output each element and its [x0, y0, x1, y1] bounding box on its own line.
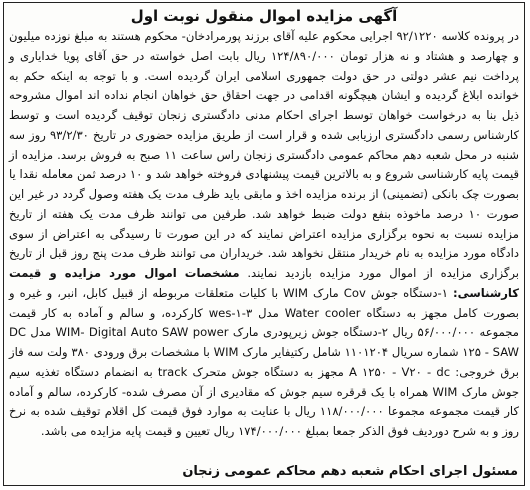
notice-signature: مسئول اجرای احکام شعبه دهم محاکم عمومی زنجان	[182, 464, 518, 479]
specs-heading: مشخصات اموال مورد مزایده و قیمت کارشناسی:	[9, 266, 520, 300]
notice-body	[4, 27, 524, 442]
specs-paragraph: ۱-دستگاه جوش Cov مارک WIM با کلیات متعلقات مربوطه از قبیل کابل، انبر، و غیره و بصورت کامل مجهز به دستگاه Water cooler مدل ۳-wes-۱ کارکرده، و سالم و آماده به کار قیمت مجموعه ۵۶/۰۰۰/۰۰۰ ریال ۲-دستگاه جوش زیرپودری مارک WIM- Digital Auto SAW power مدل DC ۱۲۵ - SAW شماره سریال ۱۱۰۱۲۰۴ شامل رکتیفایر مارک WIM با مشخصات برق ورودی ۳۸۰ ولت سه فاز برق خروجی: A ۱۲۵۰ - V۲۰ - dc مجهز به دستگاه جوش متحرک track به انضمام دستگاه تغذیه سیم جوش مارک WIM همراه با یک قرقره سیم جوش که مقادیری از آن مصرف شده- کارکرده، سالم و آماده کار قیمت مجموعه مجموعا ۱۱۸/۰۰۰/۰۰۰ ریال با عنایت به موارد فوق قیمت کل اقلام توقیف شده به نرخ روز و به شرح دوردیف فوق الذکر جمعا بمبلغ ۱۷۴/۰۰۰/۰۰۰ ریال تعیین و قیمت پایه مزایده می باشد.	[9, 285, 520, 438]
notice-title: آگهی مزایده اموال منقول نوبت اول	[130, 7, 398, 25]
notice-main-paragraph: در پرونده کلاسه ۹۲/۱۲۲۰ اجرایی محکوم علیه آقای برزند پورمرادخان- محکوم هستند به مبلغ نوزده میلیون و چهارصد و هشتاد و نه هزار تومان ۱۲۴/۸۹۰/۰۰۰ ریال بابت اصل خواسته در حق آقای پویا خدایاری و پرداخت نیم عشر دولتی در حق دولت جمهوری اسلامی ایران گردیده است. و با توجه به اینکه حکم به خوانده ابلاغ گردیده و ایشان هیچگونه اقدامی در جهت احقاق حق خواهان انجام نداده اند اموال مشروحه ذیل بنا به درخواست خواهان توسط اجرای احکام مدنی دادگستری زنجان توقیف گردیده است و توسط کارشناس رسمی دادگستری ارزیابی شده و قرار است از طریق مزایده حضوری در تاریخ ۹۳/۲/۳۰ روز سه شنبه در محل شعبه دهم محاکم عمومی دادگستری زنجان راس ساعت ۱۱ صبح به فروش برسد. مزایده از قیمت پایه کارشناسی شروع و به بالاترین قیمت پیشنهادی فروخته خواهد شد و ۱۰ درصد ثمن معامله نقدا یا بصورت چک بانکی (تضمینی) از برنده مزایده اخذ و مابقی باید ظرف مدت یک هفته وصول گردد در غیر این صورت ۱۰ درصد ماخوذه بنفع دولت ضبط خواهد شد. طرفین می توانند ظرف مدت یک هفته از تاریخ مزایده نسبت به نحوه برگزاری مزایده اعتراض نمایند که در این صورت تا رسیدگی به اعتراض از سوی دادگاه مورد مزایده به نام خریدار منتقل نخواهد شد. خریداران می توانند ظرف مدت پنج روز قبل از تاریخ برگزاری مزایده از اموال مورد مزایده بازدید نمایند.	[9, 29, 520, 280]
auction-notice	[3, 2, 525, 486]
